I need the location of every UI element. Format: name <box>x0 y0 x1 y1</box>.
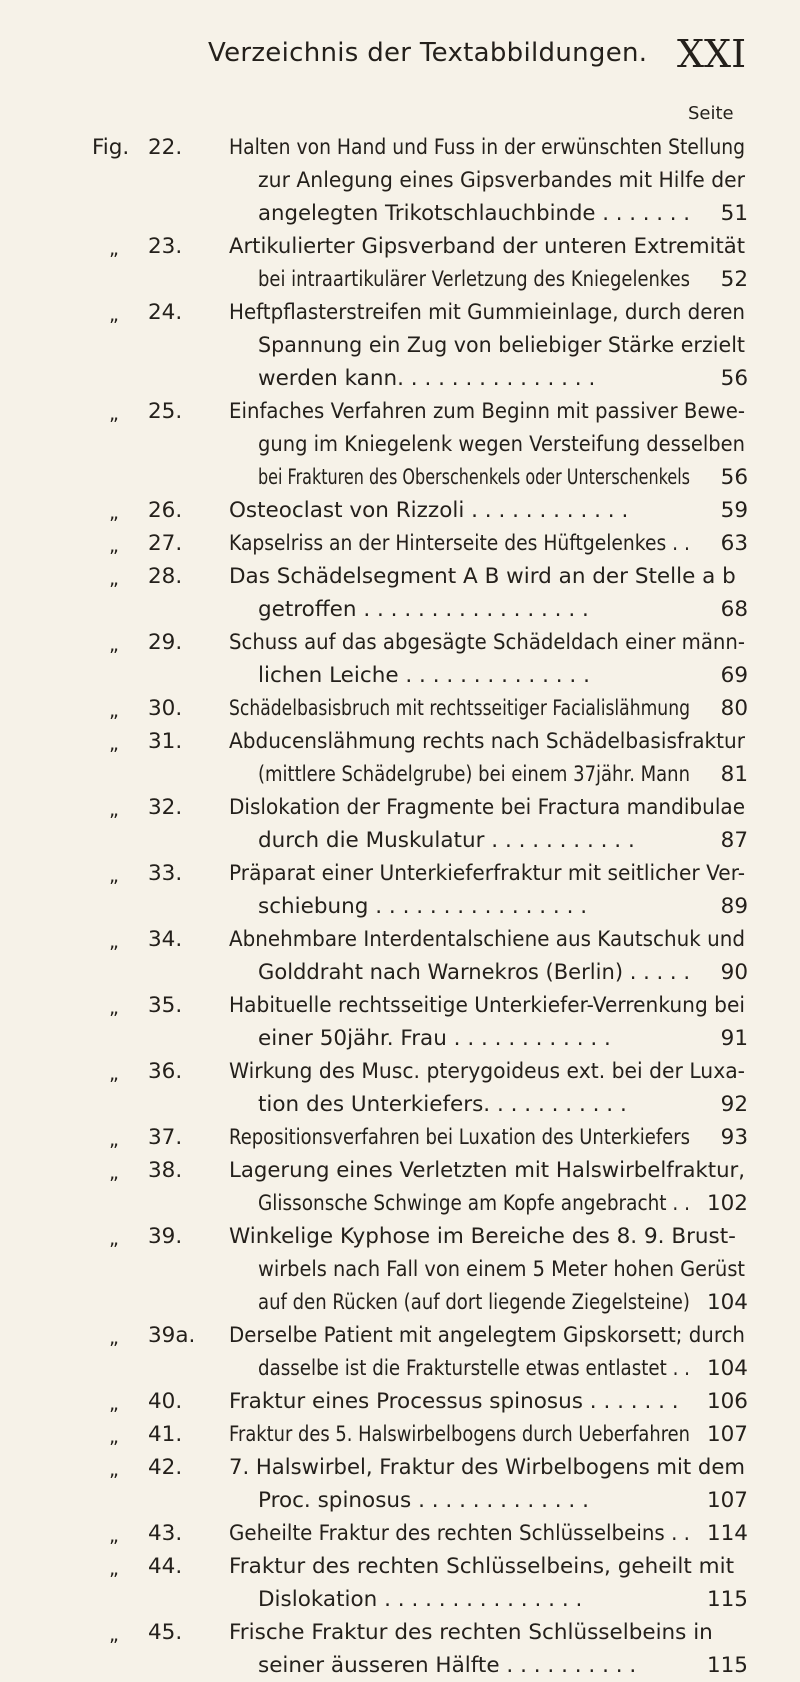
ditto-mark: „ <box>109 1426 119 1448</box>
entry-text: tion des Unterkiefers. . . . . . . . . . . <box>258 1092 627 1117</box>
figure-entry <box>0 857 800 923</box>
entry-text: Geheilte Fraktur des rechten Schlüsselbeins . . <box>229 1521 690 1546</box>
figure-entry <box>0 626 800 692</box>
entry-line <box>0 1451 800 1484</box>
entry-text: auf den Rücken (auf dort liegende Ziegelsteine) <box>258 1290 690 1315</box>
entry-line <box>0 758 800 791</box>
ditto-mark: „ <box>109 502 119 524</box>
figure-number: 42. <box>148 1455 183 1480</box>
entry-text: bei Frakturen des Oberschenkels oder Unterschenkels <box>258 465 691 490</box>
figure-entry <box>0 1385 800 1418</box>
entry-text: Kapselriss an der Hinterseite des Hüftgelenkes . . <box>229 531 691 556</box>
figure-number: 24. <box>148 300 183 325</box>
entry-line <box>0 1253 800 1286</box>
entry-text: getroffen . . . . . . . . . . . . . . . . . <box>258 597 589 622</box>
entry-text: 7. Halswirbel, Fraktur des Wirbelbogens mit dem <box>229 1455 745 1480</box>
entry-page-number: 107 <box>706 1422 748 1447</box>
entry-line <box>0 857 800 890</box>
figure-entry <box>0 1616 800 1682</box>
entry-line <box>0 1352 800 1385</box>
ditto-mark: „ <box>109 799 119 821</box>
entry-text: (mittlere Schädelgrube) bei einem 37jähr. Mann <box>258 762 690 787</box>
figure-number: 32. <box>148 795 183 820</box>
entry-page-number: 69 <box>720 663 748 688</box>
entry-line <box>0 1649 800 1682</box>
figure-entry <box>0 494 800 527</box>
entry-text: schiebung . . . . . . . . . . . . . . . . <box>258 894 588 919</box>
entry-text: gung im Kniegelenk wegen Versteifung desselben <box>258 432 746 457</box>
entry-line <box>0 428 800 461</box>
figure-entry <box>0 527 800 560</box>
ditto-mark: „ <box>109 1162 119 1184</box>
entry-line <box>0 1616 800 1649</box>
entry-line <box>0 296 800 329</box>
figure-entry <box>0 989 800 1055</box>
entry-text: Halten von Hand und Fuss in der erwünschten Stellung <box>229 135 746 160</box>
entry-page-number: 56 <box>720 366 748 391</box>
entry-line <box>0 131 800 164</box>
entry-page-number: 80 <box>720 696 748 721</box>
ditto-mark: „ <box>109 1525 119 1547</box>
figure-number: 39a. <box>148 1323 196 1348</box>
entry-page-number: 89 <box>720 894 748 919</box>
ditto-mark: „ <box>109 1558 119 1580</box>
ditto-mark: „ <box>109 700 119 722</box>
ditto-mark: „ <box>109 865 119 887</box>
figure-number: 41. <box>148 1422 183 1447</box>
entry-line <box>0 1055 800 1088</box>
entry-text: Schädelbasisbruch mit rechtsseitiger Facialislähmung <box>229 696 690 721</box>
entry-line <box>0 659 800 692</box>
figure-entry <box>0 560 800 626</box>
entry-page-number: 93 <box>720 1125 748 1150</box>
entry-text: Glissonsche Schwinge am Kopfe angebracht . . <box>258 1191 690 1216</box>
figure-number: 44. <box>148 1554 183 1579</box>
ditto-mark: „ <box>109 1624 119 1646</box>
entry-text: Frische Fraktur des rechten Schlüsselbeins in <box>229 1620 713 1645</box>
entry-text: Abducenslähmung rechts nach Schädelbasisfraktur <box>229 729 745 754</box>
entry-page-number: 104 <box>706 1356 748 1381</box>
ditto-mark: „ <box>109 535 119 557</box>
entry-page-number: 92 <box>720 1092 748 1117</box>
entry-line <box>0 1484 800 1517</box>
entry-text: Habituelle rechtsseitige Unterkiefer-Verrenkung bei <box>229 993 745 1018</box>
page-column-label: Seite <box>688 103 734 124</box>
entry-text: Abnehmbare Interdentalschiene aus Kautschuk und <box>229 927 745 952</box>
entry-page-number: 81 <box>720 762 748 787</box>
entry-page-number: 63 <box>720 531 748 556</box>
entry-page-number: 90 <box>720 960 748 985</box>
entry-text: Fraktur des 5. Halswirbelbogens durch Ueberfahren <box>229 1422 691 1447</box>
ditto-mark: „ <box>109 403 119 425</box>
entry-text: einer 50jähr. Frau . . . . . . . . . . . . <box>258 1026 611 1051</box>
figure-number: 45. <box>148 1620 183 1645</box>
entry-line <box>0 956 800 989</box>
figure-number: 38. <box>148 1158 183 1183</box>
ditto-mark: „ <box>109 1129 119 1151</box>
entry-text: Dislokation der Fragmente bei Fractura mandibulae <box>229 795 746 820</box>
figure-number: 26. <box>148 498 183 523</box>
entry-text: Osteoclast von Rizzoli . . . . . . . . . . . . <box>229 498 629 523</box>
figure-entry <box>0 230 800 296</box>
ditto-mark: „ <box>109 1228 119 1250</box>
figure-entry <box>0 1055 800 1121</box>
entry-line <box>0 1121 800 1154</box>
figure-entry <box>0 1418 800 1451</box>
entry-page-number: 115 <box>706 1587 748 1612</box>
entry-page-number: 106 <box>706 1389 748 1414</box>
figure-number: 37. <box>148 1125 183 1150</box>
entry-line <box>0 1418 800 1451</box>
entry-line <box>0 1088 800 1121</box>
figure-number: 40. <box>148 1389 183 1414</box>
entry-line <box>0 461 800 494</box>
ditto-mark: „ <box>109 304 119 326</box>
entry-line <box>0 164 800 197</box>
entry-line <box>0 263 800 296</box>
page-title: Verzeichnis der Textabbildungen. <box>208 38 648 68</box>
ditto-mark: „ <box>109 997 119 1019</box>
figure-number: 43. <box>148 1521 183 1546</box>
entry-text: Golddraht nach Warnekros (Berlin) . . . . . <box>258 960 691 985</box>
entry-line <box>0 1220 800 1253</box>
figure-number: 35. <box>148 993 183 1018</box>
ditto-mark: „ <box>109 1063 119 1085</box>
entry-text: Artikulierter Gipsverband der unteren Extremität <box>229 234 746 259</box>
figure-number: 22. <box>148 135 183 160</box>
entry-line <box>0 725 800 758</box>
fig-label: Fig. <box>92 135 130 160</box>
figure-number: 29. <box>148 630 183 655</box>
entry-line <box>0 692 800 725</box>
figure-entry <box>0 1517 800 1550</box>
ditto-mark: „ <box>109 1393 119 1415</box>
figure-entry <box>0 791 800 857</box>
entry-text: Schuss auf das abgesägte Schädeldach einer männ- <box>229 630 746 655</box>
figure-entry <box>0 692 800 725</box>
figure-entry <box>0 923 800 989</box>
figure-number: 23. <box>148 234 183 259</box>
entry-line <box>0 1319 800 1352</box>
entry-line <box>0 1154 800 1187</box>
entry-line <box>0 197 800 230</box>
entry-line <box>0 890 800 923</box>
figure-entry <box>0 725 800 791</box>
entry-text: Derselbe Patient mit angelegtem Gipskorsett; durch <box>229 1323 745 1348</box>
entry-text: Fraktur des rechten Schlüsselbeins, geheilt mit <box>229 1554 734 1579</box>
entry-text: Spannung ein Zug von beliebiger Stärke erzielt <box>258 333 746 358</box>
entry-text: lichen Leiche . . . . . . . . . . . . . . <box>258 663 590 688</box>
entry-line <box>0 791 800 824</box>
entry-page-number: 104 <box>706 1290 748 1315</box>
figure-number: 31. <box>148 729 183 754</box>
figure-number: 33. <box>148 861 183 886</box>
entry-page-number: 87 <box>720 828 748 853</box>
figure-entry <box>0 296 800 395</box>
figure-entry <box>0 1319 800 1385</box>
figure-entry <box>0 1154 800 1220</box>
entry-page-number: 68 <box>720 597 748 622</box>
entry-text: durch die Muskulatur . . . . . . . . . . . <box>258 828 635 853</box>
entry-text: Heftpflasterstreifen mit Gummieinlage, durch deren <box>229 300 746 325</box>
ditto-mark: „ <box>109 733 119 755</box>
entry-line <box>0 1187 800 1220</box>
figure-entry <box>0 395 800 494</box>
entry-line <box>0 923 800 956</box>
entry-text: Präparat einer Unterkieferfraktur mit seitlicher Ver- <box>229 861 745 886</box>
entry-page-number: 91 <box>720 1026 748 1051</box>
entry-text: Wirkung des Musc. pterygoideus ext. bei der Luxa- <box>229 1059 746 1084</box>
figure-number: 28. <box>148 564 183 589</box>
ditto-mark: „ <box>109 238 119 260</box>
entry-line <box>0 1517 800 1550</box>
figure-number: 30. <box>148 696 183 721</box>
figure-number: 27. <box>148 531 183 556</box>
entry-page-number: 51 <box>720 201 748 226</box>
page-number: XXI <box>677 32 747 76</box>
ditto-mark: „ <box>109 931 119 953</box>
entry-line <box>0 989 800 1022</box>
entry-text: seiner äusseren Hälfte . . . . . . . . . . <box>258 1653 637 1678</box>
entry-line <box>0 1550 800 1583</box>
ditto-mark: „ <box>109 1327 119 1349</box>
figure-list <box>0 131 800 1682</box>
entry-page-number: 56 <box>720 465 748 490</box>
entry-line <box>0 1022 800 1055</box>
figure-number: 34. <box>148 927 183 952</box>
entry-page-number: 114 <box>706 1521 748 1546</box>
entry-text: zur Anlegung eines Gipsverbandes mit Hilfe der <box>258 168 746 193</box>
entry-page-number: 115 <box>706 1653 748 1678</box>
figure-entry <box>0 1121 800 1154</box>
figure-entry <box>0 1220 800 1319</box>
entry-line <box>0 230 800 263</box>
entry-text: werden kann. . . . . . . . . . . . . . . <box>258 366 596 391</box>
figure-entry <box>0 1550 800 1616</box>
figure-entry <box>0 1451 800 1517</box>
entry-line <box>0 527 800 560</box>
entry-text: Fraktur eines Processus spinosus . . . . . . . <box>229 1389 679 1414</box>
entry-line <box>0 626 800 659</box>
entry-text: Einfaches Verfahren zum Beginn mit passiver Bewe- <box>229 399 746 424</box>
ditto-mark: „ <box>109 568 119 590</box>
entry-page-number: 59 <box>720 498 748 523</box>
figure-number: 39. <box>148 1224 183 1249</box>
ditto-mark: „ <box>109 1459 119 1481</box>
figure-entry <box>0 131 800 230</box>
entry-text: wirbels nach Fall von einem 5 Meter hohen Gerüst <box>258 1257 746 1282</box>
entry-text: Repositionsverfahren bei Luxation des Unterkiefers <box>229 1125 691 1150</box>
entry-text: Dislokation . . . . . . . . . . . . . . . <box>258 1587 583 1612</box>
figure-number: 25. <box>148 399 183 424</box>
entry-line <box>0 362 800 395</box>
entry-line <box>0 395 800 428</box>
entry-line <box>0 560 800 593</box>
entry-page-number: 52 <box>720 267 748 292</box>
entry-page-number: 107 <box>706 1488 748 1513</box>
entry-text: Lagerung eines Verletzten mit Halswirbelfraktur, <box>229 1158 746 1183</box>
entry-text: Das Schädelsegment A B wird an der Stelle a b <box>229 564 736 589</box>
entry-text: angelegten Trikotschlauchbinde . . . . . . . <box>258 201 690 226</box>
entry-line <box>0 824 800 857</box>
entry-line <box>0 1583 800 1616</box>
entry-text: Winkelige Kyphose im Bereiche des 8. 9. Brust- <box>229 1224 736 1249</box>
figure-number: 36. <box>148 1059 183 1084</box>
entry-line <box>0 494 800 527</box>
ditto-mark: „ <box>109 634 119 656</box>
entry-line <box>0 1385 800 1418</box>
entry-text: Proc. spinosus . . . . . . . . . . . . . <box>258 1488 589 1513</box>
entry-text: dasselbe ist die Frakturstelle etwas entlastet . . <box>258 1356 690 1381</box>
entry-line <box>0 329 800 362</box>
entry-page-number: 102 <box>706 1191 748 1216</box>
entry-text: bei intraartikulärer Verletzung des Kniegelenkes <box>258 267 691 292</box>
page-header <box>0 32 800 78</box>
entry-line <box>0 593 800 626</box>
